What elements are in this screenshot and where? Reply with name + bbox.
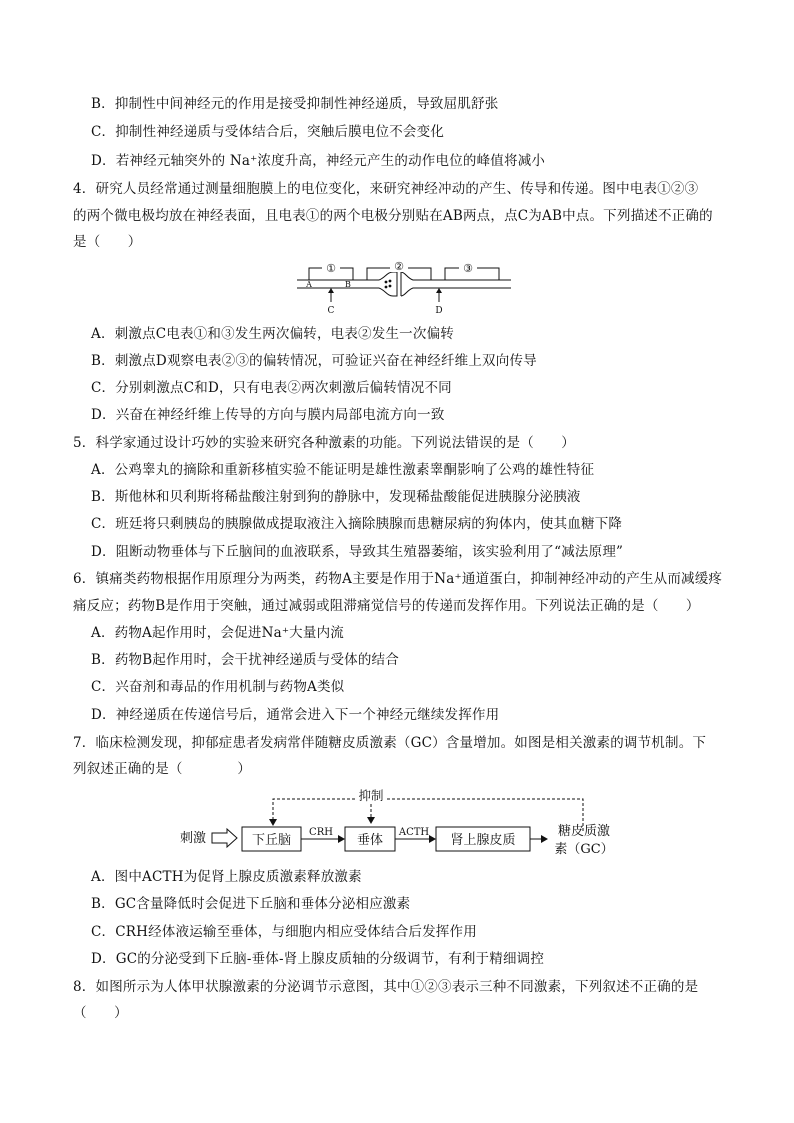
q8-stem-line-1: 8．如图所示为人体甲状腺激素的分泌调节示意图，其中①②③表示三种不同激素，下列叙述不正确的是 xyxy=(73,979,699,995)
point-d-label: D xyxy=(435,306,443,316)
q3-option-b: B．抑制性中间神经元的作用是接受抑制性神经递质，导致屈肌舒张 xyxy=(91,96,499,112)
q4-option-b: B．刺激点D观察电表②③的偏转情况，可验证兴奋在神经纤维上双向传导 xyxy=(91,353,537,369)
meter-3-label: ③ xyxy=(463,262,473,275)
q4-option-d: D．兴奋在神经纤维上传导的方向与膜内局部电流方向一致 xyxy=(91,407,445,423)
q6-stem-line-1: 6．镇痛类药物根据作用原理分为两类，药物A主要是作用于Na⁺通道蛋白，抑制神经冲动的产生从而减缓疼 xyxy=(73,571,723,587)
q5-stem: 5．科学家通过设计巧妙的实验来研究各种激素的功能。下列说法错误的是（ ） xyxy=(73,435,575,451)
q5-option-d: D．阻断动物垂体与下丘脑间的血液联系，导致其生殖器萎缩，该实验利用了“减法原理” xyxy=(91,544,624,560)
point-a-label: A xyxy=(306,280,312,289)
q4-option-c: C．分别刺激点C和D，只有电表②两次刺激后偏转情况不同 xyxy=(91,380,452,396)
q7-option-a: A．图中ACTH为促肾上腺皮质激素释放激素 xyxy=(91,869,362,885)
q5-option-c: C．班廷将只剩胰岛的胰腺做成提取液注入摘除胰腺而患糖尿病的狗体内，使其血糖下降 xyxy=(91,516,623,532)
adrenal-cortex-label: 肾上腺皮质 xyxy=(450,833,516,848)
q4-stem-line-3: 是（ ） xyxy=(73,234,142,250)
q6-option-d: D．神经递质在传递信号后，通常会进入下一个神经元继续发挥作用 xyxy=(91,707,500,723)
q5-option-b: B．斯他林和贝利斯将稀盐酸注射到狗的静脉中，发现稀盐酸能促进胰腺分泌胰液 xyxy=(91,489,581,505)
q7-option-c: C．CRH经体液运输至垂体，与细胞内相应受体结合后发挥作用 xyxy=(91,924,477,940)
synapse-knob xyxy=(379,272,397,296)
gc-label-line-1: 糖皮质激 xyxy=(557,824,611,839)
acth-label: ACTH xyxy=(398,827,430,838)
q7-stem-line-1: 7．临床检测发现，抑郁症患者发病常伴随糖皮质激素（GC）含量增加。如图是相关激素的调节机制。下 xyxy=(73,735,707,751)
q4-option-a: A．刺激点C电表①和③发生两次偏转，电表②发生一次偏转 xyxy=(91,326,454,342)
stimulus-label: 刺激 xyxy=(179,831,207,846)
q5-option-a: A．公鸡睾丸的摘除和重新移植实验不能证明是雄性激素睾酮影响了公鸡的雄性特征 xyxy=(91,462,595,478)
q6-stem-line-2: 痛反应；药物B是作用于突触，通过减弱或阻滞痛觉信号的传递而发挥作用。下列说法正确的是（ ） xyxy=(73,598,700,614)
q6-option-c: C．兴奋剂和毒品的作用机制与药物A类似 xyxy=(91,679,345,695)
q6-option-b: B．药物B起作用时，会干扰神经递质与受体的结合 xyxy=(91,652,399,668)
q7-option-d: D．GC的分泌受到下丘脑-垂体-肾上腺皮质轴的分级调节，有利于精细调控 xyxy=(91,951,545,967)
stimulus-hollow-arrow xyxy=(212,829,237,847)
q4-stem-line-2: 的两个微电极均放在神经表面，且电表①的两个电极分别贴在AB两点，点C为AB中点。下列描述不正确的 xyxy=(73,208,713,224)
nerve-fiber-diagram xyxy=(295,258,515,320)
q6-option-a: A．药物A起作用时，会促进Na⁺大量内流 xyxy=(91,625,344,641)
point-b-label: B xyxy=(345,280,351,289)
point-c-label: C xyxy=(327,306,335,316)
q7-option-b: B．GC含量降低时会促进下丘脑和垂体分泌相应激素 xyxy=(91,896,411,912)
gc-regulation-diagram xyxy=(175,785,645,861)
meter-1-label: ① xyxy=(326,262,336,275)
q7-stem-line-2: 列叙述正确的是（ ） xyxy=(73,761,252,777)
q3-option-c: C．抑制性神经递质与受体结合后，突触后膜电位不会变化 xyxy=(91,124,445,140)
q4-stem-line-1: 4．研究人员经常通过测量细胞膜上的电位变化，来研究神经冲动的产生、传导和传递。图中电表①②③ xyxy=(73,181,699,197)
crh-label: CRH xyxy=(309,827,333,838)
meter-2-label: ② xyxy=(394,260,404,273)
inhibit-label: 抑制 xyxy=(358,788,384,803)
q8-stem-line-2: （ ） xyxy=(73,1005,128,1021)
hypothalamus-label: 下丘脑 xyxy=(251,833,292,848)
pituitary-label: 垂体 xyxy=(356,833,384,848)
q3-option-d: D．若神经元轴突外的 Na⁺浓度升高，神经元产生的动作电位的峰值将减小 xyxy=(91,153,546,169)
gc-label-line-2: 素（GC） xyxy=(554,842,614,857)
